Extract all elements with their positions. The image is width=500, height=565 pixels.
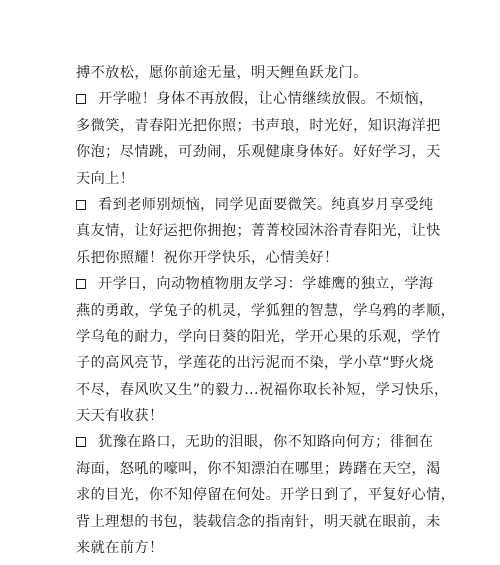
paragraph-first-line xyxy=(76,429,436,455)
text-line: 学乌龟的耐力，学向日葵的阳光，学开心果的乐观，学竹 xyxy=(76,328,441,345)
text-line: 犹豫在路口，无助的泪眼，你不知路向何方；徘徊在 xyxy=(98,434,434,451)
text-line: 你泡；尽情跳，可劲闹，乐观健康身体好。好好学习，天 xyxy=(76,144,441,161)
text-line: 开学日，向动物植物朋友学习：学雄鹰的独立，学海 xyxy=(98,276,434,293)
text-line: 开学啦！身体不再放假，让心情继续放假。不烦恼， xyxy=(98,91,434,108)
checkbox-icon xyxy=(76,200,86,210)
checkbox-icon xyxy=(76,94,86,104)
text-line: 天向上！ xyxy=(76,170,135,187)
text-line: 天天有收获！ xyxy=(76,408,164,425)
text-line: 乐把你照耀！祝你开学快乐，心情美好！ xyxy=(76,249,339,266)
paragraph-first-line xyxy=(76,192,436,218)
text-line: 背上理想的书包，装载信念的指南针，明天就在眼前，未 xyxy=(76,513,441,530)
text-line: 多微笑，青春阳光把你照；书声琅，时光好，知识海洋把 xyxy=(76,117,441,134)
text-line: 搏不放松，愿你前途无量，明天鲤鱼跃龙门。 xyxy=(76,65,368,81)
text-line: 看到老师别烦恼，同学见面要微笑。纯真岁月享受纯 xyxy=(98,196,434,213)
checkbox-icon xyxy=(76,437,86,447)
text-line: 求的目光，你不知停留在何处。开学日到了，平复好心情， xyxy=(76,487,456,504)
document-body xyxy=(76,60,456,561)
text-line: 来就在前方！ xyxy=(76,540,164,557)
text-line: 子的高风亮节，学莲花的出污泥而不染，学小草“野火烧 xyxy=(76,355,434,372)
paragraph-first-line xyxy=(76,271,436,297)
text-line: 不尽，春风吹又生”的毅力...祝福你取长补短，学习快乐， xyxy=(76,381,449,398)
paragraph-first-line xyxy=(76,86,436,112)
text-line: 燕的勇敢，学兔子的机灵，学狐狸的智慧，学乌鸦的孝顺， xyxy=(76,302,456,319)
text-line: 真友情，让好运把你拥抱；菁菁校园沐浴青春阳光，让快 xyxy=(76,223,441,240)
text-line: 海面，怒吼的嚎叫，你不知漂泊在哪里；踌躇在天空，渴 xyxy=(76,460,441,477)
checkbox-icon xyxy=(76,279,86,289)
